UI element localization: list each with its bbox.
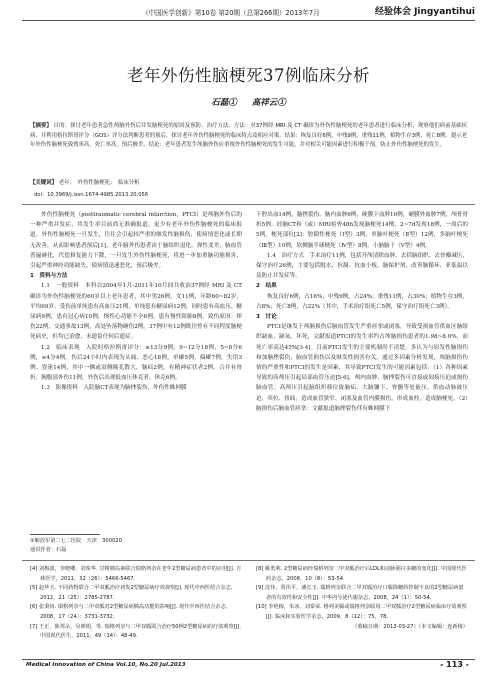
abstract <box>30 122 467 151</box>
body-column-right <box>256 210 468 414</box>
doi: doi：10.3969/j.issn.1674-4985.2013.20.056 <box>34 192 149 198</box>
received-date: （收稿日期：2013-03-27）（本文编辑：连新梅） <box>352 623 468 630</box>
paragraph-imaging-cont: 下腔出血14例，脑挫裂伤、脑内血肿6例，硬膜下血肿10例，硬膜外血肿7例，颅骨骨折5例。经脑CT和（或）MRI检查48h发现脑梗死14例，2~7d发现18例，一周后的5例。梗死部位[2]：腔隙性梗死（Ⅰ型）3例，单脑叶梗死（Ⅱ型）12例，多脑叶梗死（Ⅲ型）10例，软侧脑半球梗死（Ⅳ型）8例，小脑脑干（Ⅴ型）4例。 <box>256 212 468 249</box>
section-heading-methods: 1 资料与方法 <box>30 273 68 280</box>
keywords <box>30 179 467 188</box>
reference-item: [6] 张秉涛. 瑞格列奈与二甲双胍对2型糖尿病胰岛功能的影响[J]. 现代中西医结合杂志，2008，17（24）：3731-3732. <box>30 604 231 620</box>
reference-item: [9] 沈伟，贾伟平，潘长玉. 瑞格列奈联合二甲双胍治疗口服降糖药控制不良的2型糖尿病患者的有效性和安全性[J]. 中华内分泌代谢杂志，2008，24（1）：50-54. <box>256 585 464 601</box>
author-2: 高祥云① <box>251 98 286 108</box>
abstract-text: 目的：探讨老年患者急性颅脑外伤后并发脑梗死的原因及预防、治疗方法。方法：对37例经 MRI 及 CT 确诊为外伤性脑梗死的老年患者进行临床分析，观察他们病前基础疾病，并利用格拉斯哥评分（GOS）评分法判断患者的预后，探讨老年外伤性脑梗死的临床特点及相应对策。结果：恢复良好6例，中残9例，重残11例，植物生存3例，死亡8例。提示老年外伤性脑梗死致残率高，死亡率高，预后极差。结论：老年患者发生颅脑外伤应重视外伤性脑梗死的发生可能，并对相关可能因素进行积极干预，防止外伤性脑梗死的发生。 <box>30 123 467 149</box>
reference-item: [8] 姚勇利. 2型糖尿病经瑞格列奈二甲双胍治疗后LDL和动脉粥白多糖的变化[J]. 中国现代医药杂志，2008，10（8）：53-54. <box>256 566 467 582</box>
body-column-left <box>30 210 242 394</box>
footer-journal: Medical Innovation of China Vol.10, No.20 Jul.2013 <box>26 662 186 668</box>
correspondence: 通讯作者：石磊 <box>30 547 67 553</box>
abstract-divider <box>22 204 475 205</box>
references-divider <box>22 560 475 561</box>
section-label: 经验体会 Jingyantihui <box>374 7 475 17</box>
page-header <box>22 6 475 21</box>
intro-paragraph: 外伤性脑梗死（posttraumatic cerebral infarction，PTCI）是颅脑外伤后的一种严重并发症，其发生率目前尚无准确报道，更少有老年外伤性脑梗死的临床报道。外伤性脑梗死一旦发生，往往会引起较严重的继发性脑损伤，使病情恶化或长期无改善，从而影响患者预后[1]。老年脑外伤患者由于脑组织退化、弹性变差，脑血管普遍硬化，代偿修复能力下降，一旦发生外伤性脑梗死，将进一步加重脑功能损害，引起严重神经功能缺失，使病情迅速恶化，预后极差。 <box>30 212 242 270</box>
references-right <box>256 565 468 632</box>
affiliation: ①解放军第二七二医院 天津 300020 <box>30 538 122 544</box>
paragraph-results: 恢复良好6例，占16%；中残9例，占24%；重残11例，占30%；植物生存3例，占8%；死亡8例，占22%（其中，手术治疗组死亡5例，保守治疗组死亡3例）。 <box>256 293 468 310</box>
page-number: - 113 - <box>440 660 469 669</box>
reference-item: [7] 王正，陈邦余，吴婵娟，等. 瑞格列奈与二甲双胍联合治疗50例2型糖尿病的疗效观察[J]. 中国现代医生，2011，49（14）：48-49. <box>30 623 241 640</box>
paragraph-discussion: PTCI是继发于颅脑损伤后脑血管发生严重痉挛或闭塞，导致受损血管供血区脑组织缺血、缺氧、坏死，文献报道PTCI的发生率约占颅脑损伤患者的1.98~8.0%，而死亡率高达45%[3-4]。目前PTCI发生的主要机制尚不清楚，多认为与原发性脑损伤和加脑挫裂伤，脑血管损伤以及继发性损害有关。通过多因素分析发现，颅脑损伤伤情的严重性和PTCI的发生是因素，其导致PTCI发生的可能因素包括：（1）各种因素导致的高颅压引起局部血管压迫[5-6]，颅内血肿、脑挫裂伤可直接或间接压迫或损伤脑血管；高颅压引起脑组织移位致脑疝、大脑镰下、脊髓等处嵌压，供血动脉被压迫、牵拉、扭曲，造成血管狭窄、闭塞及血管内膜损伤，形成血栓，造成脑梗死。（2）脑损伤后脑血管痉挛：文献报道脑挫裂伤伴有蛛网膜下 <box>256 324 468 412</box>
keywords-text: 老年； 外伤性脑梗死； 临床分析 <box>58 180 140 186</box>
section-heading-discussion: 3 讨论 <box>256 314 277 321</box>
journal-issue: 《中国医学创新》第10卷 第20期（总第266期）2013年7月 <box>142 9 320 17</box>
reference-item: [5] 赵华玉. 不同药物联合二甲双胍治疗初发2型糖尿病疗效观察[J]. 现代中西医结合杂志，2012，21（25）：2785-2787. <box>30 585 237 601</box>
reference-item: [4] 刘梅波，李晓卿，刘泰华. 甘精胰岛素联合瑞格列奈在老年2型糖尿病患者中的应用[J]. 吉林医学，2011，32（26）：5466-5467. <box>30 566 242 582</box>
article-title: 老年外伤性脑梗死37例临床分析 <box>127 66 370 85</box>
author-1: 石磊① <box>211 98 237 108</box>
paragraph-imaging: 1.3 影像资料 入院脑CT表现为脑挫裂伤、外伤性蛛网膜 <box>41 385 187 392</box>
section-heading-results: 2 结果 <box>256 283 277 290</box>
references-left <box>30 565 242 642</box>
paragraph-treatment: 1.4 治疗方式 手术治疗11例，包括开颅清除血肿、去括脑组织、去骨瓣减压，保守治疗26例，主要包括脱水、抗凝、抗血小板、脑保护剂、改善脑循环、亚低温以及防止并发症等。 <box>256 252 468 280</box>
reference-item: [10] 李艳梅，朱冰，刘泰荣. 格列美脲或瑞格列奈联用二甲双胍治疗2型糖尿病临床疗效观察[J]. 临床和实验医学杂志，2009，8（12）：75，78. <box>256 604 467 620</box>
footer-divider <box>22 659 475 660</box>
paragraph-clinical-manifestation: 1.2 临床表现 入院时格拉斯哥评分：≥13分9例，9~12分18例，5~8分6例，≤4分4例。伤后24小时内表现为头痛、恶心18例，单瘫5例，偏瘫7例，失语3例。昏迷14例，其中一侧或双侧瞳孔散大，脑疝2例。有精神症状者2例。合并有骨折、胸腹部外伤11例，外伤后出现低血压休克者、休克6例。 <box>30 344 242 382</box>
paragraph-general-data: 1.1 一般资料 本科自2004年1月-2011年10月间共收治37例经 MRI 及 CT 确诊为外伤性脑梗死的60岁以上老年患者，其中男26例，女11例，年龄60~82岁，平均69岁。受伤前单纯患有高血压21例，单纯患有糖尿病12例，同时患有高血压、糖尿病9例，患有冠心病10例，慢性心功能不全6例，患有慢性阻肺8例。致伤原因：摔伤22例，交通事故13例，高处坠落物砸伤2例。37例中有12例既往曾有不同程度脑梗死病史，但均已治愈，未遗留任何后遗症。 <box>30 283 242 341</box>
abstract-label: 【摘要】 <box>30 123 52 129</box>
author-list <box>0 96 497 108</box>
footnote-divider <box>30 534 100 535</box>
keywords-label: 【关键词】 <box>30 180 57 186</box>
footnote <box>30 537 242 555</box>
